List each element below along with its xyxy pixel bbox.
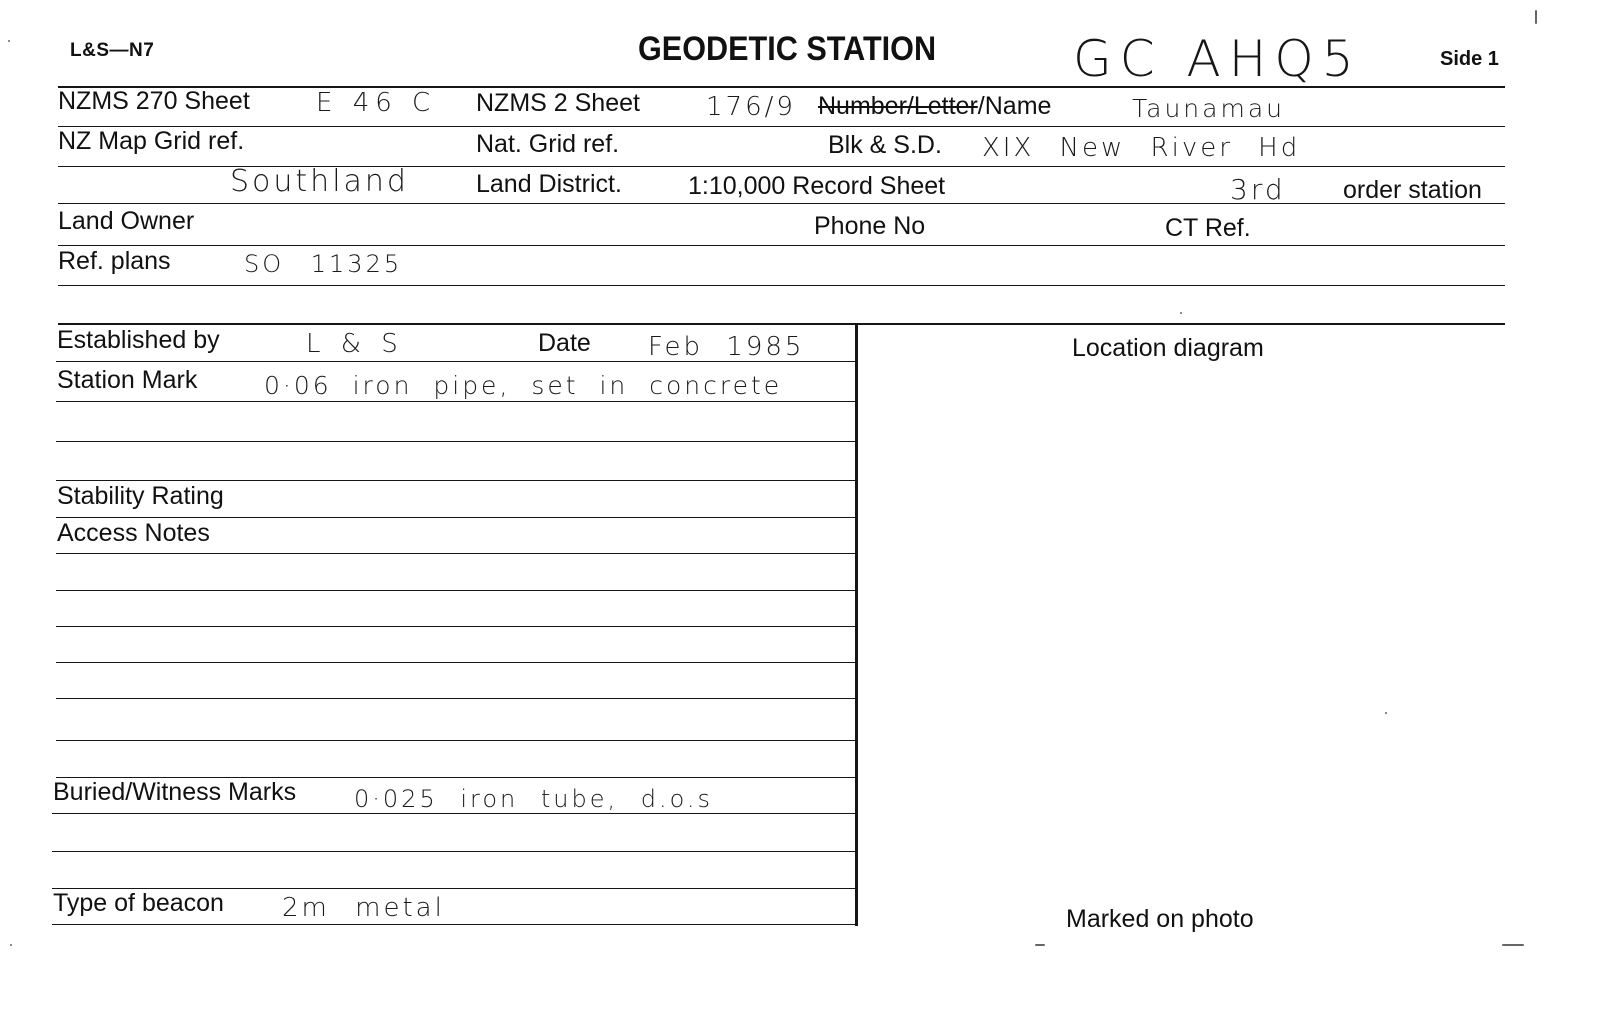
- buried-value: 0·025 iron tube, d.o.s: [354, 785, 714, 813]
- rule-top: [58, 86, 1505, 88]
- location-diagram-title: Location diagram: [1072, 334, 1264, 362]
- rule-access-5: [56, 698, 857, 699]
- nzms270-label: NZMS 270 Sheet: [58, 87, 250, 115]
- scan-speck: [8, 40, 10, 42]
- rule-access-1: [56, 553, 857, 554]
- ref-plans-value: SO 11325: [244, 250, 403, 278]
- scan-speck: [1385, 712, 1387, 714]
- rule-beacon: [52, 924, 857, 925]
- number-letter-label: Number/Letter: [818, 92, 978, 120]
- station-mark-value: 0·06 iron pipe, set in concrete: [264, 371, 783, 400]
- name-field-label: [818, 94, 1051, 119]
- rule-buried-2: [52, 851, 857, 852]
- blk-sd-value: XIX New River Hd: [982, 133, 1301, 163]
- land-district-label: Land District.: [476, 170, 622, 198]
- scan-speck: [1035, 944, 1045, 946]
- rule-access-3: [56, 626, 857, 627]
- station-name-value: Taunamau: [1132, 94, 1285, 123]
- phone-label: Phone No: [814, 212, 926, 240]
- rule-access-4: [56, 662, 857, 663]
- rule-section: [58, 323, 1505, 325]
- rule-row1: [58, 126, 1505, 127]
- nat-grid-label: Nat. Grid ref.: [476, 130, 620, 158]
- access-label: Access Notes: [57, 519, 210, 547]
- record-sheet-label: 1:10,000 Record Sheet: [688, 172, 946, 200]
- land-owner-label: Land Owner: [58, 207, 195, 235]
- map-grid-label: NZ Map Grid ref.: [58, 127, 245, 155]
- rule-row3: [58, 203, 1505, 204]
- date-label: Date: [538, 329, 591, 357]
- land-district-value: Southland: [230, 164, 409, 199]
- beacon-value: 2m metal: [282, 893, 445, 923]
- order-label: order station: [1343, 176, 1482, 204]
- rule-mark-2: [56, 441, 857, 442]
- station-mark-label: Station Mark: [57, 366, 198, 394]
- order-value: 3rd: [1230, 173, 1286, 206]
- station-code: GC AHQ5: [1073, 30, 1362, 88]
- stability-label: Stability Rating: [57, 482, 224, 510]
- ct-ref-label: CT Ref.: [1165, 214, 1251, 242]
- rule-stability: [56, 517, 857, 518]
- section-divider: [855, 323, 858, 926]
- established-value: L & S: [306, 329, 401, 359]
- scan-speck: [1502, 944, 1524, 946]
- ref-plans-label: Ref. plans: [58, 247, 171, 275]
- rule-row5: [58, 285, 1505, 286]
- side-label: Side 1: [1440, 48, 1499, 70]
- form-code: L&S—N7: [70, 40, 155, 61]
- rule-row4: [58, 245, 1505, 246]
- nzms2-value: 176/9: [706, 92, 796, 122]
- rule-access-2: [56, 590, 857, 591]
- rule-mark-3: [56, 480, 857, 481]
- scan-speck: [1535, 10, 1537, 24]
- nzms2-label: NZMS 2 Sheet: [476, 89, 640, 117]
- rule-access-6: [56, 740, 857, 741]
- name-label: /Name: [977, 92, 1052, 120]
- established-label: Established by: [57, 326, 220, 354]
- rule-mark: [56, 401, 857, 402]
- date-value: Feb 1985: [648, 332, 805, 362]
- scan-speck: [1180, 312, 1182, 314]
- buried-label: Buried/Witness Marks: [53, 778, 297, 806]
- rule-buried: [52, 813, 857, 814]
- page-title: GEODETIC STATION: [638, 30, 937, 68]
- blk-sd-label: Blk & S.D.: [828, 131, 942, 159]
- marked-on-photo-note: Marked on photo: [1066, 905, 1254, 933]
- beacon-label: Type of beacon: [53, 889, 224, 917]
- scan-speck: [10, 944, 12, 946]
- nzms270-value: E 46 C: [316, 88, 437, 118]
